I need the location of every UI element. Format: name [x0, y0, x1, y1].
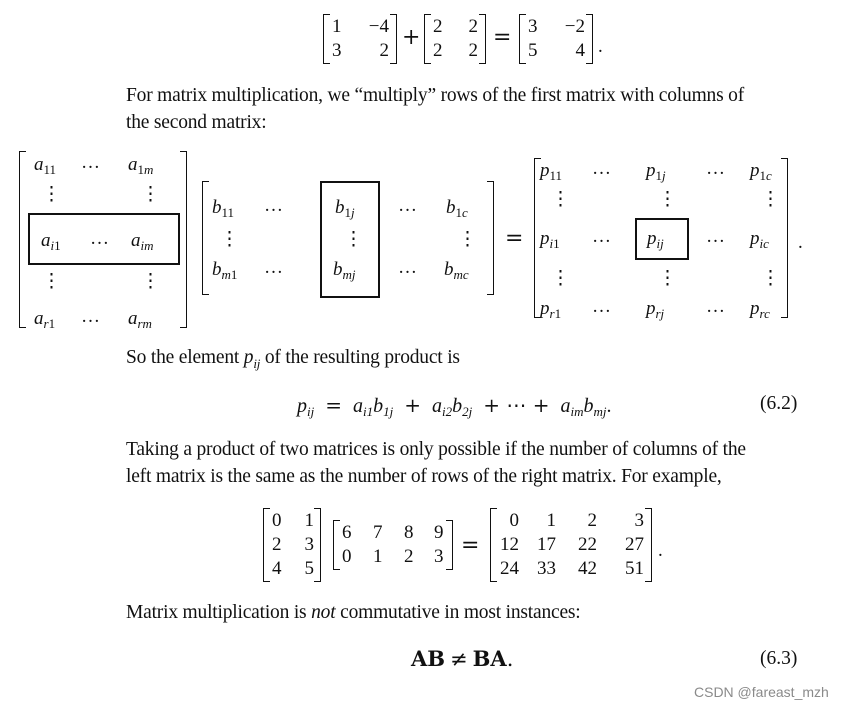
matrix-3x2: 0 1 2 3 4 5 — [263, 508, 321, 582]
equals-sign: = — [493, 25, 512, 50]
element-p-ij: $p_{ij}$ — [647, 228, 664, 251]
matrix-a: 1 −4 3 2 — [323, 14, 397, 64]
equals-sign: = — [461, 533, 480, 558]
matrix-b: 2 2 2 2 — [424, 14, 486, 64]
element-b-mj: $b_{mj}$ — [333, 259, 356, 282]
matrix-b-general: $b_{11}$ … ⋮ $b_{m1}$ … … $b_{1c}$ ⋮ … $b_{mc}$ — [202, 181, 494, 295]
equation-number: (6.3) — [760, 648, 798, 669]
paragraph-line: Taking a product of two matrices is only possible if the number of columns of the — [126, 439, 746, 460]
matrix-3x4-result: 0 1 2 3 12 17 22 27 24 33 42 51 — [490, 508, 652, 582]
period: . — [598, 36, 603, 57]
element-a-im: $a_{im}$ — [131, 230, 154, 253]
paragraph-line: the second matrix: — [126, 112, 267, 133]
paragraph-line: For matrix multiplication, we “multiply” rows of the first matrix with columns of — [126, 85, 744, 106]
matrix-p-general: $p_{11}$ … $p_{1j}$ … $p_{1c}$ ⋮ ⋮ ⋮ $p_{i1}$ … … $p_{ic}$ ⋮ ⋮ ⋮ $p_{r1}$ … $p_{rj}$ … $p_{rc}$ — [534, 158, 788, 318]
emphasis: not — [311, 602, 336, 623]
plus-sign: + — [402, 25, 421, 50]
matrix-2x4: 6 7 8 9 0 1 2 3 — [333, 520, 453, 570]
paragraph-element-pij: So the element $p_{ij}$ of the resulting product is — [126, 347, 460, 371]
paragraph-not-commutative: Matrix multiplication is not commutative in most instances: — [126, 602, 581, 623]
equals-sign: = — [505, 226, 524, 251]
element-b-1j: $b_{1j}$ — [335, 197, 355, 220]
paragraph-line: left matrix is the same as the number of rows of the right matrix. For example, — [126, 466, 722, 487]
matrix-a-general: $a_{11}$ … $a_{1m}$ ⋮ ⋮ ⋮ ⋮ $a_{r1}$ … $a_{rm}$ — [19, 151, 187, 328]
period: . — [658, 540, 663, 561]
element-a-i1: $a_{i1}$ — [41, 230, 61, 253]
matrix-c: 3 −2 5 4 — [519, 14, 593, 64]
period: . — [798, 232, 803, 253]
watermark: CSDN @fareast_mzh — [694, 684, 829, 700]
paragraph-product-condition — [126, 436, 746, 490]
paragraph-matrix-multiplication-intro — [126, 82, 744, 136]
equation-number: (6.2) — [760, 393, 798, 414]
